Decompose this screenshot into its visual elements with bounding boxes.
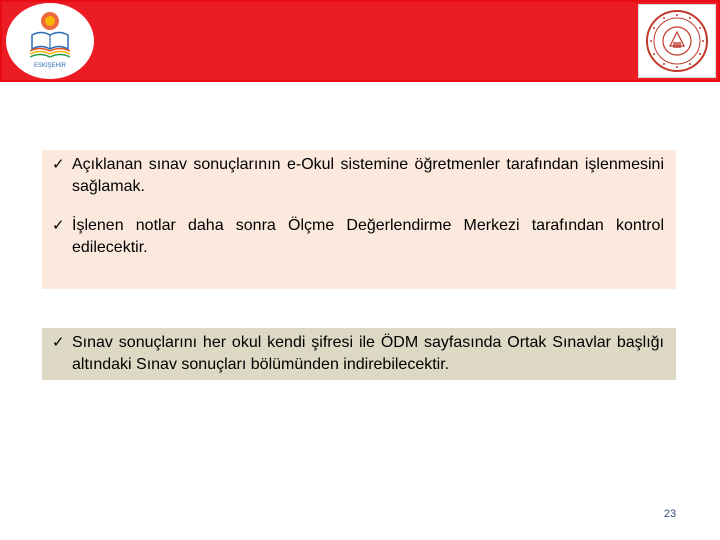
info-box-primary xyxy=(42,150,676,289)
meb-seal-icon xyxy=(644,8,710,74)
bullet-text: Açıklanan sınav sonuçlarının e-Okul sistemine öğretmenler tarafından işlenmesini sağlamak. xyxy=(72,156,664,195)
bullet-text: İşlenen notlar daha sonra Ölçme Değerlendirme Merkezi tarafından kontrol edilecektir. xyxy=(72,217,664,256)
eskisehir-logo xyxy=(6,3,94,79)
checkmark-icon: ✓ xyxy=(52,334,65,351)
checkmark-icon: ✓ xyxy=(52,156,65,173)
bullet-item xyxy=(52,215,664,259)
info-box-secondary xyxy=(42,328,676,380)
svg-text:ESKİŞEHİR: ESKİŞEHİR xyxy=(33,63,67,69)
bullet-text: Sınav sonuçlarını her okul kendi şifresi ile ÖDM sayfasında Ortak Sınavlar başlığı altındaki Sınav sonuçları bölümünden indirebilecektir. xyxy=(72,334,664,373)
page-number: 23 xyxy=(663,508,677,520)
header-inner xyxy=(2,2,718,80)
meb-seal-logo xyxy=(638,4,716,78)
book-emblem-icon xyxy=(10,5,90,77)
bullet-item xyxy=(52,332,664,376)
bullet-item xyxy=(52,154,664,198)
header-bar xyxy=(0,0,720,82)
checkmark-icon: ✓ xyxy=(52,217,65,234)
